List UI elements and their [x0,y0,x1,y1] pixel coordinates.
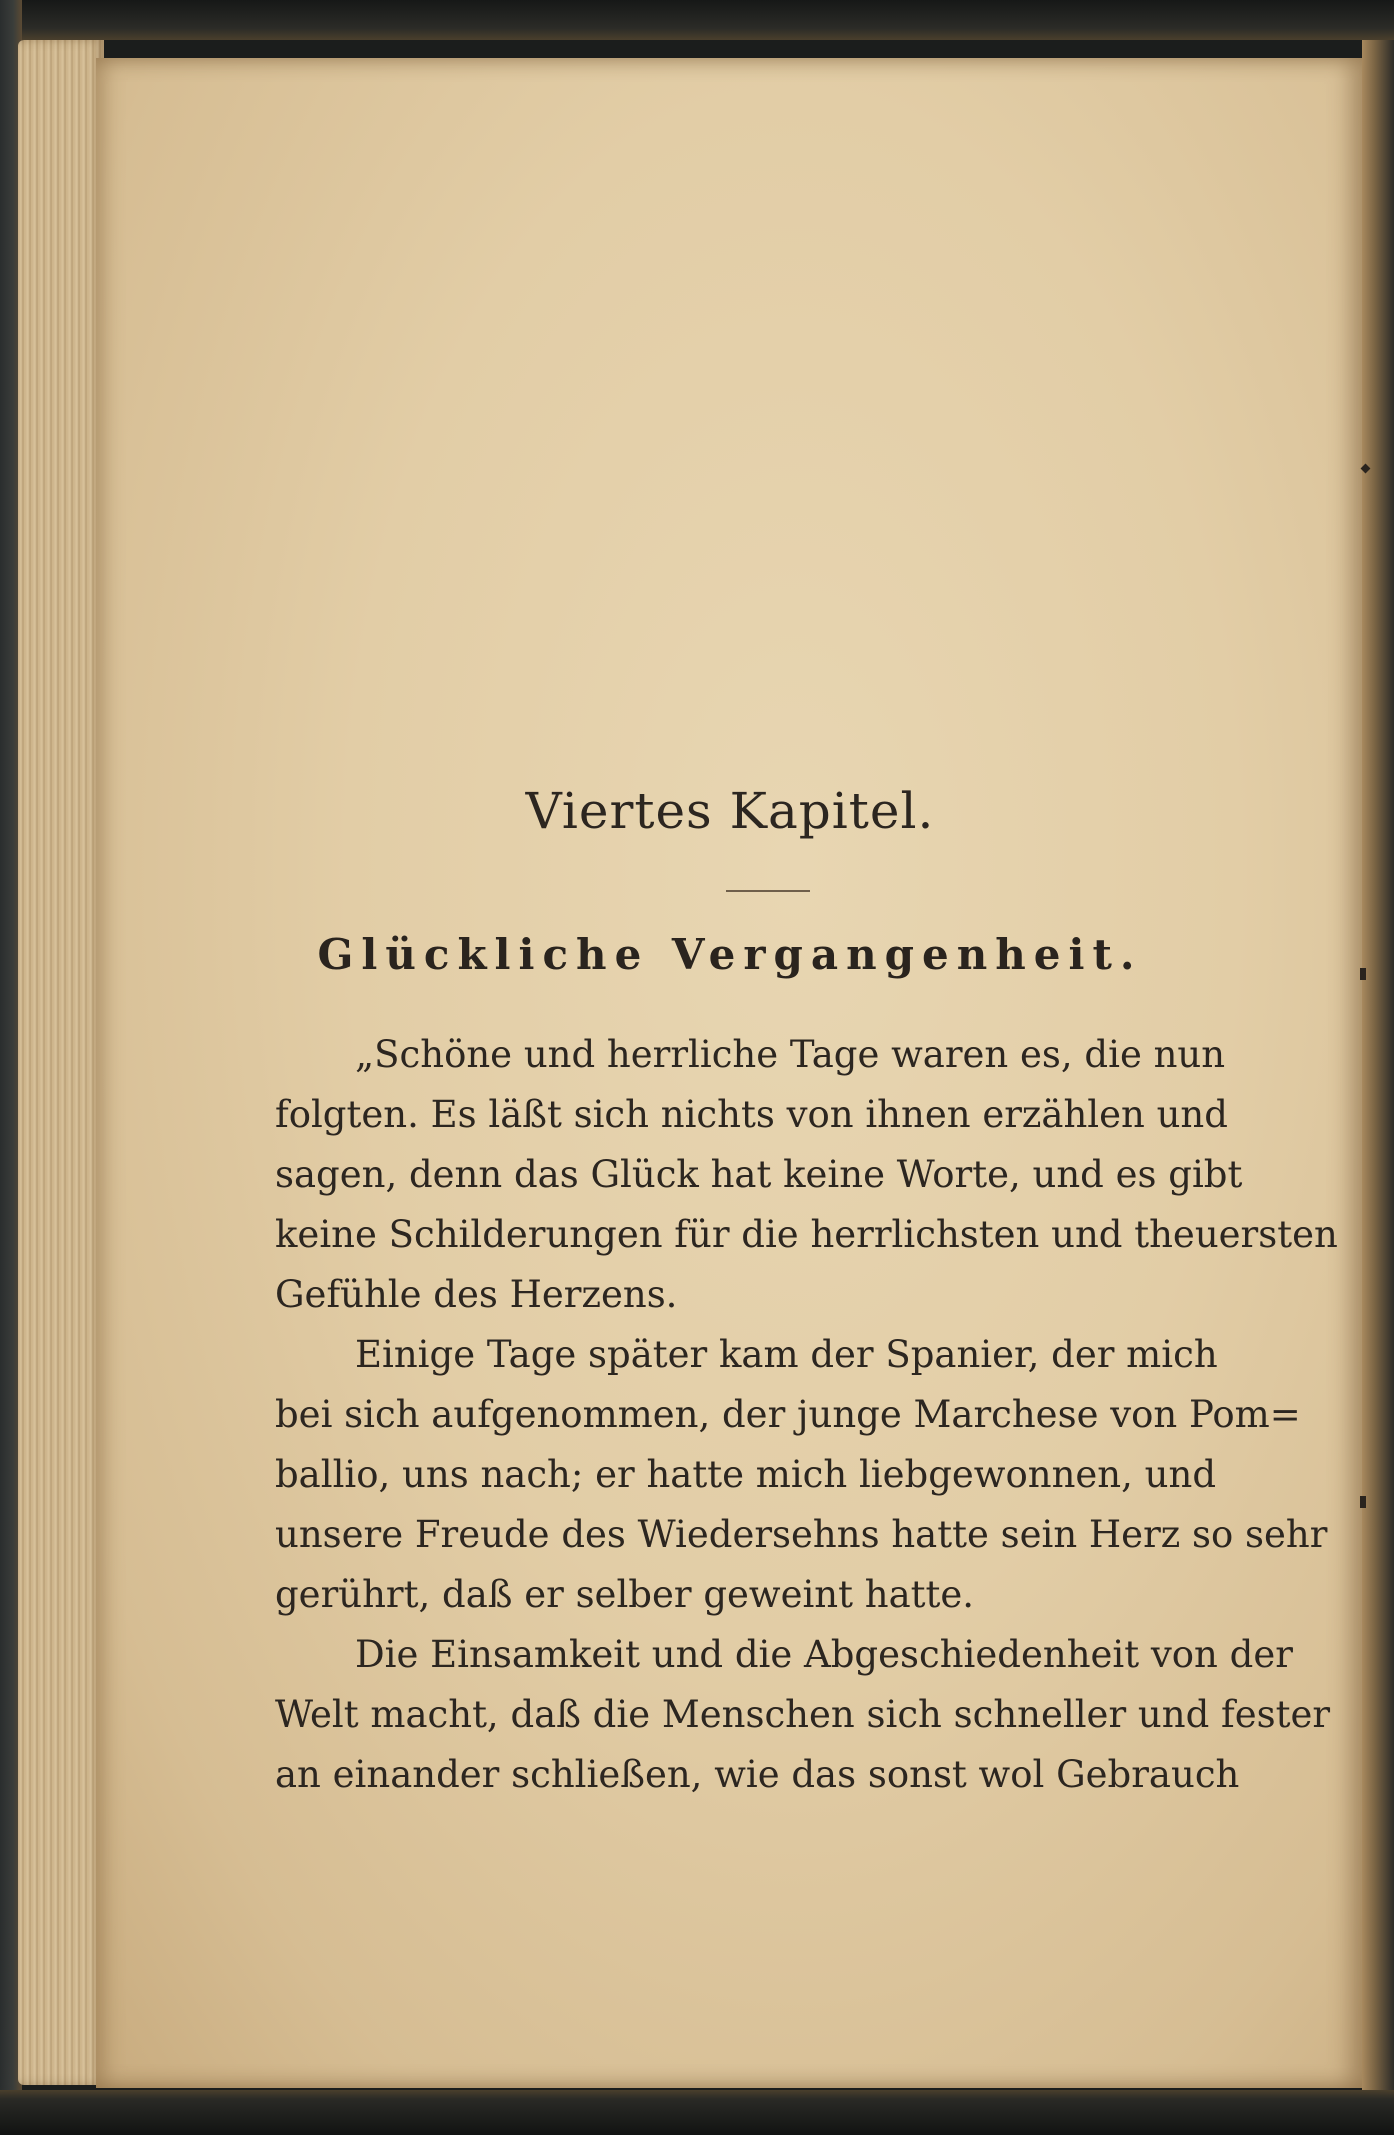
text-line: Welt macht, daß die Menschen sich schneller und fester [275,1693,1331,1736]
divider-rule [726,890,810,892]
section-title: Glückliche Vergangenheit. [317,930,1143,979]
page-right-edge [1362,40,1394,2090]
body-text [275,1025,1338,1805]
text-line: an einander schließen, wie das sonst wol Gebrauch [275,1753,1240,1796]
text-line: Einige Tage später kam der Spanier, der mich [355,1333,1218,1376]
scan-bottom-border [0,2090,1394,2135]
page-edges [18,40,104,2085]
text-line: Gefühle des Herzens. [275,1273,678,1316]
text-line: Die Einsamkeit und die Abgeschiedenheit von der [355,1633,1293,1676]
text-line: bei sich aufgenommen, der junge Marchese von Pom= [275,1393,1301,1436]
scan-top-border [0,0,1394,40]
text-line: ballio, uns nach; er hatte mich liebgewonnen, und [275,1453,1217,1496]
text-line: gerührt, daß er selber geweint hatte. [275,1573,975,1616]
text-line: „Schöne und herrliche Tage waren es, die nun [355,1033,1226,1076]
text-line: folgten. Es läßt sich nichts von ihnen erzählen und [275,1093,1228,1136]
text-line: sagen, denn das Glück hat keine Worte, und es gibt [275,1153,1243,1196]
chapter-title: Viertes Kapitel. [525,782,935,840]
text-line: unsere Freude des Wiedersehns hatte sein Herz so sehr [275,1513,1328,1556]
text-line: keine Schilderungen für die herrlichsten und theuersten [275,1213,1338,1256]
margin-mark [1360,1496,1366,1508]
